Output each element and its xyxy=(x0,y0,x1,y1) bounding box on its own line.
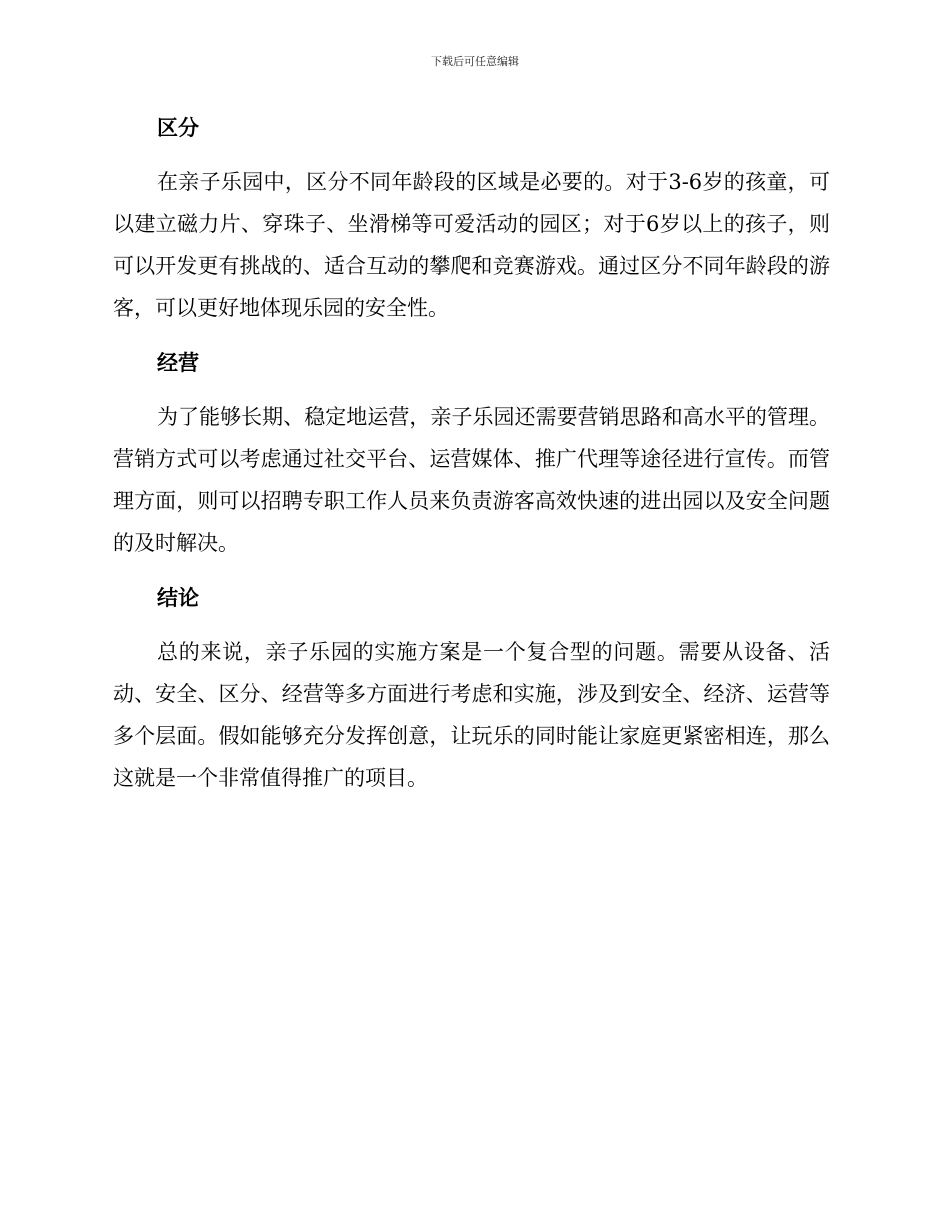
section-heading: 区分 xyxy=(157,116,199,140)
section-heading: 经营 xyxy=(157,351,199,375)
document-content xyxy=(113,108,830,799)
section-paragraph: 在亲子乐园中，区分不同年龄段的区域是必要的。对于3-6岁的孩童，可以建立磁力片、穿珠子、坐滑梯等可爱活动的园区；对于6岁以上的孩子，则可以开发更有挑战的、适合互动的攀爬和竞赛游戏。通过区分不同年龄段的游客，可以更好地体现乐园的安全性。 xyxy=(113,170,830,320)
header-note: 下载后可任意编辑 xyxy=(431,55,519,68)
section-heading: 结论 xyxy=(157,586,199,610)
section-conclusion xyxy=(113,578,830,799)
section-paragraph: 为了能够长期、稳定地运营，亲子乐园还需要营销思路和高水平的管理。营销方式可以考虑通过社交平台、运营媒体、推广代理等途径进行宣传。而管理方面，则可以招聘专职工作人员来负责游客高效快速的进出园以及安全问题的及时解决。 xyxy=(113,405,830,555)
section-distinguish xyxy=(113,108,830,329)
section-paragraph: 总的来说，亲子乐园的实施方案是一个复合型的问题。需要从设备、活动、安全、区分、经营等多方面进行考虑和实施，涉及到安全、经济、运营等多个层面。假如能够充分发挥创意，让玩乐的同时能让家庭更紧密相连，那么这就是一个非常值得推广的项目。 xyxy=(113,640,830,790)
section-operation xyxy=(113,343,830,564)
